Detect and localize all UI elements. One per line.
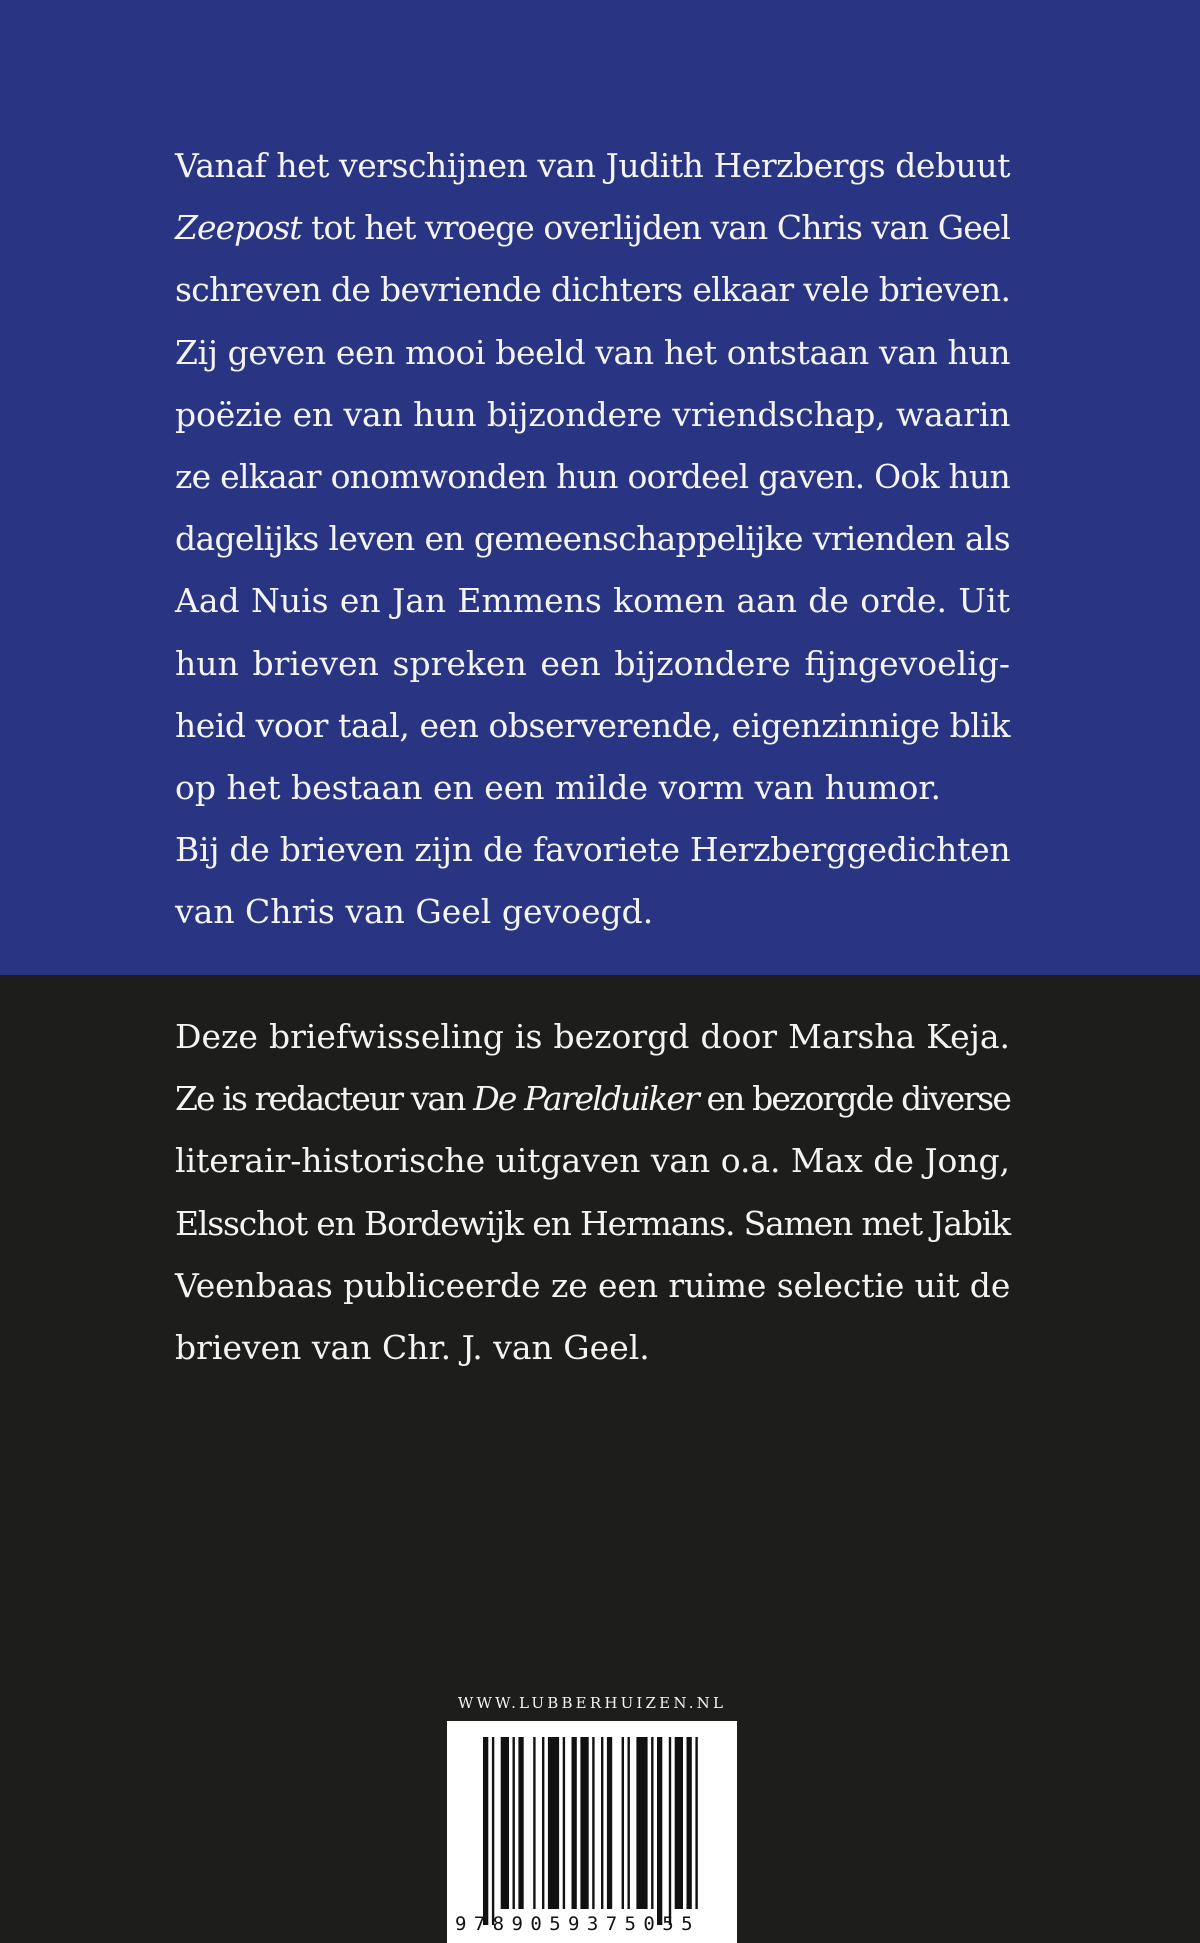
text-line [175, 695, 1010, 757]
barcode-bar [533, 1737, 535, 1909]
text-run: dagelijks leven en gemeenschappelijke vrienden als [175, 519, 1010, 559]
barcode-bar [636, 1737, 647, 1909]
text-run: brieven van Chr. J. van Geel. [175, 1327, 650, 1367]
text-run: Veenbaas publiceerde ze een ruime selectie uit de [175, 1265, 1011, 1305]
text-line [175, 259, 1010, 321]
text-line [175, 446, 1010, 508]
text-run: Ze is redacteur van [175, 1079, 474, 1119]
text-run: Aad Nuis en Jan Emmens komen aan de orde. Uit [175, 581, 1010, 621]
barcode-bar [592, 1737, 594, 1909]
barcode-bar [695, 1737, 697, 1909]
text-run: heid voor taal, een observerende, eigenzinnige blik [175, 705, 1010, 745]
barcode-bar [563, 1737, 565, 1909]
barcode-box [447, 1721, 737, 1943]
barcode-bar [622, 1737, 624, 1909]
barcode-bar [501, 1737, 509, 1909]
text-run: tot het vroege overlijden van Chris van Geel [301, 208, 1010, 248]
text-line [175, 1006, 1010, 1068]
text-line [175, 570, 1010, 632]
isbn-digits: 9789059375055 [455, 1913, 700, 1935]
text-run: hun brieven spreken een bijzondere fijngevoelig- [175, 643, 1011, 683]
barcode-bar [580, 1737, 588, 1909]
text-run: en bezorgde diverse [697, 1079, 1010, 1119]
text-line [175, 1193, 1010, 1255]
text-line [175, 757, 1010, 819]
text-run: literair-historische uitgaven van o.a. Max de Jong, [175, 1141, 1010, 1181]
text-line [175, 135, 1010, 197]
barcode-bar [628, 1737, 630, 1909]
barcode-icon [447, 1721, 737, 1943]
barcode-bar [548, 1737, 559, 1909]
text-line [175, 1068, 1010, 1130]
barcode-bar [669, 1737, 671, 1925]
text-line [175, 881, 1010, 943]
text-run: schreven de bevriende dichters elkaar vele brieven. [175, 270, 1011, 310]
text-line [175, 508, 1010, 570]
text-line [175, 197, 1010, 259]
text-line [175, 1255, 1010, 1317]
text-run: Deze briefwisseling is bezorgd door Marsha Keja. [175, 1017, 1010, 1056]
barcode-bar [492, 1737, 494, 1925]
barcode-bar [651, 1737, 653, 1909]
italic-title: De Parelduiker [473, 1079, 698, 1119]
text-line [175, 384, 1010, 446]
barcode-bar [572, 1737, 577, 1909]
publisher-url: WWW.LUBBERHUIZEN.NL [457, 1694, 727, 1712]
barcode-bar [518, 1737, 523, 1909]
italic-title: Zeepost [175, 208, 302, 248]
barcode-bar [607, 1737, 612, 1909]
barcode-bar [687, 1737, 692, 1909]
text-run: Bij de brieven zijn de favoriete Herzberggedichten [175, 830, 1011, 870]
barcode-bar [675, 1737, 683, 1909]
text-run: op het bestaan en een milde vorm van humor. [175, 767, 942, 807]
barcode-bar [513, 1737, 515, 1909]
text-run: Zij geven een mooi beeld van het ontstaan van hun [175, 332, 1011, 372]
barcode-bar [483, 1737, 488, 1925]
barcode-bar [542, 1737, 544, 1909]
text-run: poëzie en van hun bijzondere vriendschap, waarin [175, 394, 1011, 434]
editor-bio [175, 1006, 1010, 1379]
text-line [175, 1317, 1010, 1379]
barcode-area [447, 1694, 737, 1943]
text-run: ze elkaar onomwonden hun oordeel gaven. Ook hun [175, 456, 1010, 496]
text-line [175, 633, 1010, 695]
text-run: van Chris van Geel gevoegd. [175, 892, 654, 932]
text-line [175, 1130, 1010, 1192]
barcode-bar [601, 1737, 603, 1909]
text-run: Elsschot en Bordewijk en Hermans. Samen met Jabik [175, 1203, 1010, 1243]
text-line [175, 322, 1010, 384]
book-description [175, 135, 1010, 943]
text-run: Vanaf het verschijnen van Judith Herzbergs debuut [175, 146, 1010, 185]
text-line [175, 819, 1010, 881]
barcode-bar [657, 1737, 662, 1925]
